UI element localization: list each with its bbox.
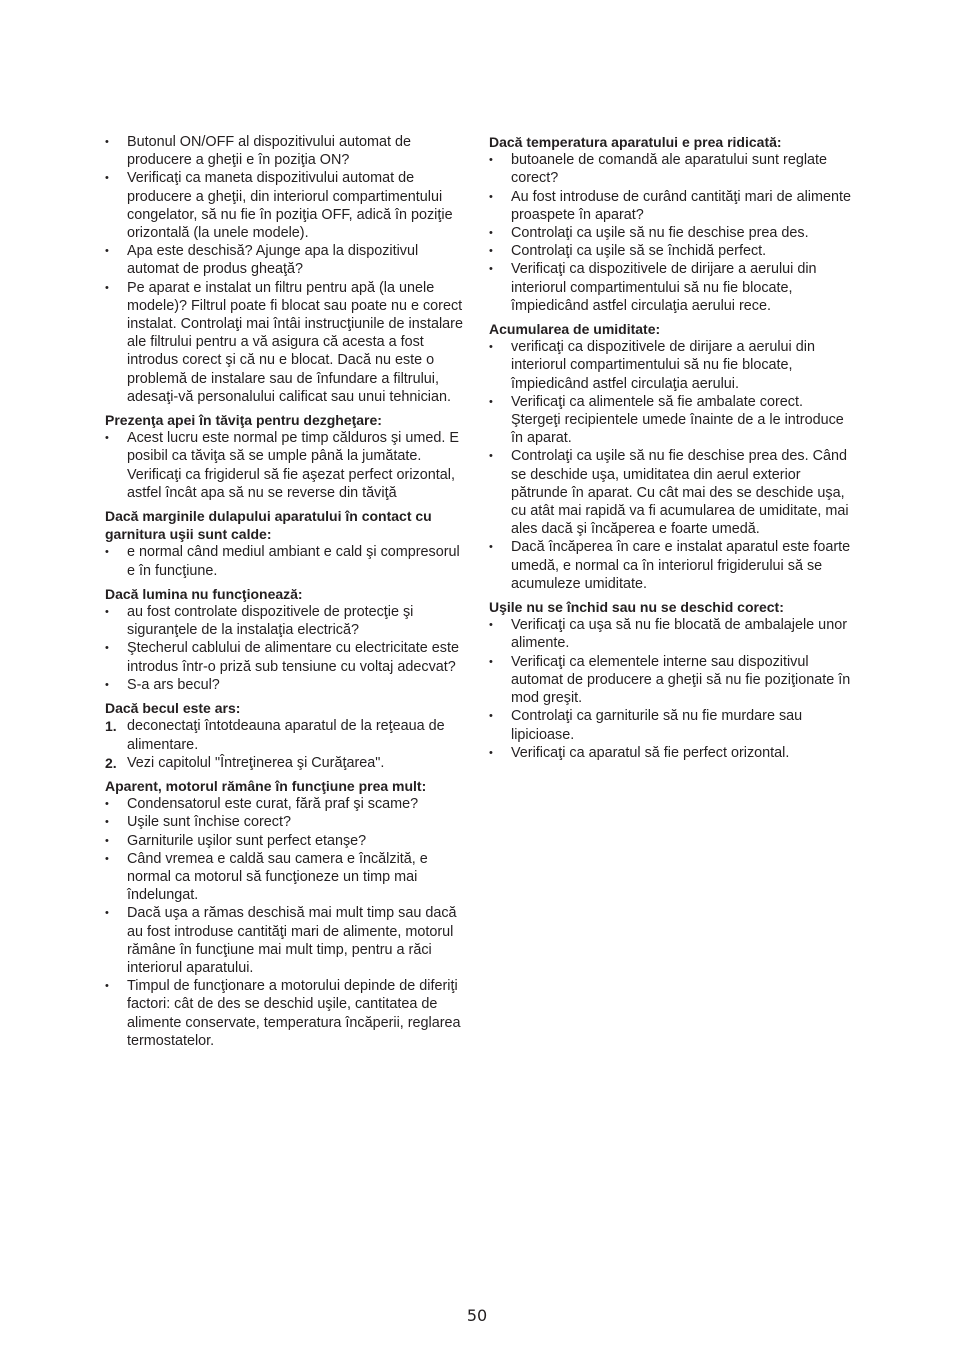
bullet-icon: • — [489, 154, 493, 167]
list-item — [489, 188, 851, 224]
bullet-icon: • — [489, 263, 493, 276]
list-item — [105, 169, 467, 242]
item-number: 1. — [105, 718, 117, 735]
left-column — [105, 133, 467, 1055]
item-number: 2. — [105, 754, 117, 771]
bullet-icon: • — [489, 341, 493, 354]
bullet-list — [489, 151, 851, 315]
bullet-icon: • — [105, 834, 109, 847]
list-item — [489, 447, 851, 538]
bullet-list — [105, 603, 467, 694]
list-item-text: Controlaţi ca uşile să nu fie deschise prea des. Când se deschide uşa, umiditatea din aerul exterior pătrunde în aparat. Cu cât mai des se deschide uşa, cu atât mai rapidă va fi acumularea de umiditate, mai ales dacă şi încăperea e foarte umedă. — [511, 448, 849, 538]
bullet-icon: • — [105, 642, 109, 655]
list-item-text: Butonul ON/OFF al dispozitivului automat de producere a gheţii e în poziţia ON? — [127, 134, 411, 169]
list-item — [105, 832, 467, 850]
list-item — [105, 754, 467, 772]
list-item — [489, 338, 851, 393]
bullet-icon: • — [105, 816, 109, 829]
bullet-icon: • — [489, 395, 493, 408]
bullet-icon: • — [489, 245, 493, 258]
section-heading: Dacă temperatura aparatului e prea ridicată: — [489, 134, 782, 150]
list-item-text: Verificaţi ca dispozitivele de dirijare a aerului din interiorul compartimentului să nu fie blocate, împiedicând astfel circulaţia aerului rece. — [511, 261, 817, 314]
list-item-text: au fost controlate dispozitivele de protecţie şi siguranţele de la instalaţia electrică? — [127, 604, 414, 639]
list-item-text: Verificaţi ca maneta dispozitivului automat de producere a gheţii, din interiorul compartimentului congelator, să nu fie în poziţia OFF, adică în poziţie orizontală (la unele modele). — [127, 170, 453, 242]
list-item-text: deconectaţi întotdeauna aparatul de la reţeaua de alimentare. — [127, 718, 445, 753]
bullet-icon: • — [105, 546, 109, 559]
list-item-text: Condensatorul este curat, fără praf şi scame? — [127, 796, 419, 813]
bullet-list — [489, 338, 851, 593]
list-item — [105, 977, 467, 1050]
section-heading: Acumularea de umiditate: — [489, 321, 661, 338]
list-item — [105, 639, 467, 675]
bullet-icon: • — [489, 710, 493, 723]
list-item-text: Verificaţi ca elementele interne sau dispozitivul automat de producere a gheţii să nu fie poziţionate în mod greşit. — [511, 653, 851, 707]
list-item — [105, 429, 467, 502]
list-item-text: Dacă uşa a rămas deschisă mai mult timp sau dacă au fost introduse cantităţi mari de alimente, motorul rămâne în funcţiune mai mult timp, pentru a răci interiorul aparatului. — [127, 905, 457, 976]
list-item — [489, 653, 851, 708]
list-item — [489, 393, 851, 448]
section-heading: Uşile nu se închid sau nu se deschid corect: — [489, 599, 784, 616]
list-item — [105, 795, 467, 813]
bullet-icon: • — [105, 852, 109, 865]
bullet-icon: • — [105, 136, 109, 148]
list-item-text: S-a ars becul? — [127, 676, 220, 693]
list-item — [105, 813, 467, 831]
bullet-icon: • — [105, 907, 109, 920]
list-item-text: Verificaţi ca aparatul să fie perfect orizontal. — [511, 744, 790, 761]
section-heading: Dacă becul este ars: — [105, 700, 241, 717]
numbered-list — [105, 717, 467, 772]
list-item-text: Ştecherul cablului de alimentare cu electricitate este introdus într-o priză sub tensiune cu voltaj adecvat? — [127, 640, 459, 675]
list-item — [489, 260, 851, 315]
bullet-icon: • — [489, 227, 493, 240]
bullet-icon: • — [105, 245, 109, 258]
list-item-text: Uşile sunt închise corect? — [127, 814, 291, 831]
list-item — [105, 603, 467, 639]
bullet-list — [105, 429, 467, 502]
list-item-text: Apa este deschisă? Ajunge apa la dispozitivul automat de produs gheaţă? — [127, 243, 419, 278]
list-item — [489, 224, 851, 242]
bullet-icon: • — [105, 798, 109, 811]
list-item-text: Când vremea e caldă sau camera e încălzită, e normal ca motorul să funcţioneze un timp mai îndelungat. — [127, 850, 428, 904]
section — [105, 777, 467, 1050]
section-heading: Dacă lumina nu funcţionează: — [105, 585, 303, 602]
bullet-icon: • — [105, 678, 109, 691]
list-item-text: Au fost introduse de curând cantităţi mari de alimente proaspete în aparat? — [511, 188, 851, 223]
bullet-icon: • — [105, 432, 109, 445]
section — [489, 598, 851, 762]
list-item — [105, 717, 467, 753]
right-column — [489, 133, 851, 767]
list-item-text: verificaţi ca dispozitivele de dirijare a aerului din interiorul compartimentului să nu fie blocate, împiedicând astfel circulaţia aerului. — [511, 339, 815, 392]
section — [105, 585, 467, 694]
bullet-icon: • — [105, 606, 109, 619]
list-item-text: Acest lucru este normal pe timp călduros şi umed. E posibil ca tăviţa să se umple până la jumătate. Verificaţi ca frigiderul să fie aşezat perfect orizontal, astfel încât apa să nu se reverse din tăviţă — [127, 430, 459, 501]
bullet-list — [489, 616, 851, 762]
list-item — [105, 904, 467, 977]
list-item — [105, 676, 467, 694]
bullet-icon: • — [489, 746, 493, 759]
section — [105, 699, 467, 772]
list-item-text: Verificaţi ca uşa să nu fie blocată de ambalajele unor alimente. — [511, 617, 847, 652]
section-heading: Aparent, motorul rămâne în funcţiune prea mult: — [105, 777, 427, 794]
page-number: 50 — [466, 1306, 488, 1325]
list-item — [105, 850, 467, 905]
bullet-list — [105, 795, 467, 1050]
section-heading: Dacă marginile dulapului aparatului în contact cu garnitura uşii sunt calde: — [105, 508, 432, 543]
list-item-text: Controlaţi ca uşile să se închidă perfect. — [511, 243, 767, 260]
list-item — [489, 538, 851, 593]
list-item — [105, 279, 467, 406]
list-item — [489, 151, 851, 187]
list-item — [105, 133, 467, 169]
list-item-text: Garniturile uşilor sunt perfect etanşe? — [127, 832, 367, 849]
section — [489, 133, 851, 315]
list-item-text: Pe aparat e instalat un filtru pentru apă (la unele modele)? Filtrul poate fi blocat sau poate nu e corect instalat. Controlaţi mai întâi instrucţiunile de instalare ale filtrului pentru a vă asigura că acesta a fost introdus corect şi că nu e blocat. Dacă nu este o problemă de instalare sau de înfundare a filtrului, adesaţi-vă personalului calificat sau unui tehnician. — [127, 279, 463, 405]
bullet-icon: • — [489, 619, 493, 632]
bullet-icon: • — [489, 541, 493, 554]
bullet-list — [105, 133, 467, 406]
list-item-text: Vezi capitolul "Întreţinerea şi Curăţarea". — [127, 754, 385, 771]
list-item — [105, 543, 467, 579]
bullet-icon: • — [489, 655, 493, 668]
list-item-text: Verificaţi ca alimentele să fie ambalate corect. Ştergeţi recipientele umede înainte de a le introduce în aparat. — [511, 393, 844, 447]
bullet-icon: • — [489, 190, 493, 203]
list-item-text: butoanele de comandă ale aparatului sunt reglate corect? — [511, 152, 828, 187]
bullet-icon: • — [105, 980, 109, 993]
list-item-text: Controlaţi ca garniturile să nu fie murdare sau lipicioase. — [511, 708, 803, 743]
list-item-text: Dacă încăperea în care e instalat aparatul este foarte umedă, e normal ca în interiorul frigiderului să se acumuleze umiditate. — [511, 539, 851, 592]
section — [489, 320, 851, 593]
list-item-text: e normal când mediul ambiant e cald şi compresorul e în funcţiune. — [127, 544, 460, 579]
list-item — [489, 616, 851, 652]
bullet-icon: • — [105, 172, 109, 185]
list-item — [105, 242, 467, 278]
bullet-icon: • — [105, 281, 109, 294]
list-item — [489, 707, 851, 743]
list-item — [489, 744, 851, 762]
bullet-icon: • — [489, 450, 493, 463]
section — [105, 411, 467, 502]
section — [105, 507, 467, 580]
section — [105, 133, 467, 406]
section-heading: Prezenţa apei în tăviţa pentru dezgheţare: — [105, 412, 382, 429]
list-item-text: Timpul de funcţionare a motorului depinde de diferiţi factori: cât de des se deschid uşile, cantitatea de alimente conservate, temperatura încăperii, reglarea termostatelor. — [127, 978, 461, 1049]
list-item — [489, 242, 851, 260]
bullet-list — [105, 543, 467, 579]
list-item-text: Controlaţi ca uşile să nu fie deschise prea des. — [511, 225, 809, 242]
